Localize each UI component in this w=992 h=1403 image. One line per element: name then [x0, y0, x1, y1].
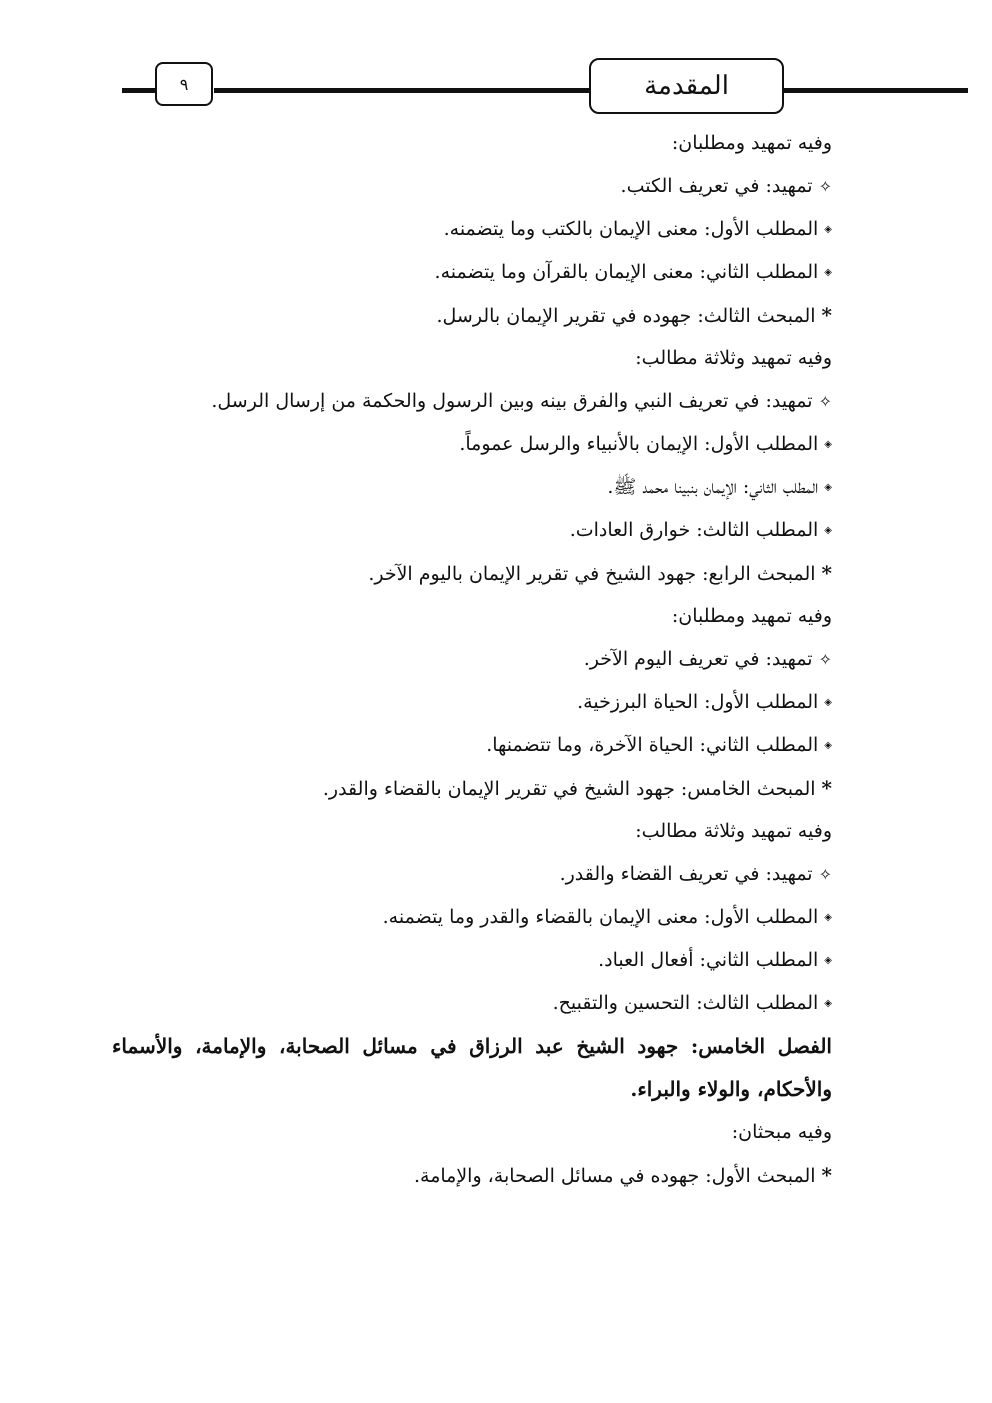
line-text: المطلب الأول: الحياة البرزخية. — [577, 691, 819, 713]
star-marker-icon: * — [821, 776, 832, 800]
section-title: المقدمة — [589, 58, 784, 114]
line-text: تمهيد: في تعريف القضاء والقدر. — [559, 863, 813, 885]
tamheed-marker-icon: ✧ — [818, 865, 832, 884]
toc-line — [112, 466, 832, 509]
star-marker-icon: * — [821, 561, 832, 585]
line-text: وفيه تمهيد ومطلبان: — [671, 605, 832, 627]
page-header — [0, 0, 992, 130]
toc-line — [112, 595, 832, 638]
line-text: وفيه تمهيد وثلاثة مطالب: — [635, 820, 832, 842]
line-text: وفيه تمهيد وثلاثة مطالب: — [635, 347, 832, 369]
line-text: المطلب الثاني: معنى الإيمان بالقرآن وما يتضمنه. — [434, 261, 819, 283]
matlab-marker-icon: ◈ — [824, 697, 832, 708]
line-text: المبحث الأول: جهوده في مسائل الصحابة، والإمامة. — [413, 1165, 816, 1187]
toc-line — [112, 896, 832, 939]
line-text: المطلب الثاني: الحياة الآخرة، وما تتضمنها. — [486, 734, 819, 756]
toc-line — [112, 423, 832, 466]
matlab-marker-icon: ◈ — [824, 998, 832, 1009]
toc-line — [112, 122, 832, 165]
toc-line — [112, 1154, 832, 1197]
toc-line — [112, 724, 832, 767]
matlab-marker-icon: ◈ — [824, 955, 832, 966]
line-text: تمهيد: في تعريف اليوم الآخر. — [583, 648, 813, 670]
toc-line — [112, 337, 832, 380]
matlab-marker-icon: ◈ — [824, 267, 832, 278]
toc-line — [112, 552, 832, 595]
line-text: المبحث الثالث: جهوده في تقرير الإيمان بالرسل. — [436, 305, 816, 327]
toc-line — [112, 810, 832, 853]
table-of-contents — [112, 122, 832, 1197]
line-text: المطلب الأول: معنى الإيمان بالقضاء والقدر وما يتضمنه. — [382, 906, 819, 928]
toc-line — [112, 638, 832, 681]
line-text: تمهيد: في تعريف النبي والفرق بينه وبين الرسول والحكمة من إرسال الرسل. — [211, 390, 813, 412]
tamheed-marker-icon: ✧ — [818, 177, 832, 196]
toc-line — [112, 767, 832, 810]
header-rule-left — [122, 88, 156, 93]
header-rule-right — [782, 88, 968, 93]
line-text: وفيه تمهيد ومطلبان: — [671, 132, 832, 154]
matlab-marker-icon: ◈ — [824, 912, 832, 923]
chapter-heading: الفصل الخامس: جهود الشيخ عبد الرزاق في مسائل الصحابة، والإمامة، والأسماء والأحكام، والولاء والبراء. — [112, 1034, 832, 1101]
matlab-marker-icon: ◈ — [824, 224, 832, 235]
star-marker-icon: * — [821, 1163, 832, 1187]
tamheed-marker-icon: ✧ — [818, 392, 832, 411]
line-text: المطلب الثالث: خوارق العادات. — [569, 519, 819, 541]
toc-line — [112, 165, 832, 208]
toc-line — [112, 681, 832, 724]
toc-line — [112, 939, 832, 982]
line-text: وفيه مبحثان: — [731, 1121, 832, 1143]
page-number: ٩ — [155, 62, 213, 106]
toc-line — [112, 294, 832, 337]
toc-line — [112, 982, 832, 1025]
star-marker-icon: * — [821, 303, 832, 327]
toc-line — [112, 380, 832, 423]
line-text: المبحث الرابع: جهود الشيخ في تقرير الإيمان باليوم الآخر. — [368, 563, 816, 585]
line-text: المطلب الأول: الإيمان بالأنبياء والرسل عموماً. — [459, 433, 819, 455]
toc-line — [112, 853, 832, 896]
toc-line — [112, 251, 832, 294]
toc-line — [112, 208, 832, 251]
matlab-marker-icon: ◈ — [824, 525, 832, 536]
line-text: المبحث الخامس: جهود الشيخ في تقرير الإيمان بالقضاء والقدر. — [322, 778, 816, 800]
matlab-marker-icon: ◈ — [824, 439, 832, 450]
tamheed-marker-icon: ✧ — [818, 650, 832, 669]
toc-line — [112, 1111, 832, 1154]
line-text: تمهيد: في تعريف الكتب. — [620, 175, 813, 197]
header-rule-middle — [214, 88, 590, 93]
matlab-marker-icon: ◈ — [824, 740, 832, 751]
line-text: المطلب الثاني: الإيمان بنبينا محمد ﷺ. — [607, 476, 819, 498]
toc-line — [112, 509, 832, 552]
line-text: المطلب الأول: معنى الإيمان بالكتب وما يتضمنه. — [443, 218, 819, 240]
matlab-marker-icon: ◈ — [824, 482, 832, 493]
line-text: المطلب الثاني: أفعال العباد. — [598, 949, 819, 971]
line-text: المطلب الثالث: التحسين والتقبيح. — [552, 992, 819, 1014]
